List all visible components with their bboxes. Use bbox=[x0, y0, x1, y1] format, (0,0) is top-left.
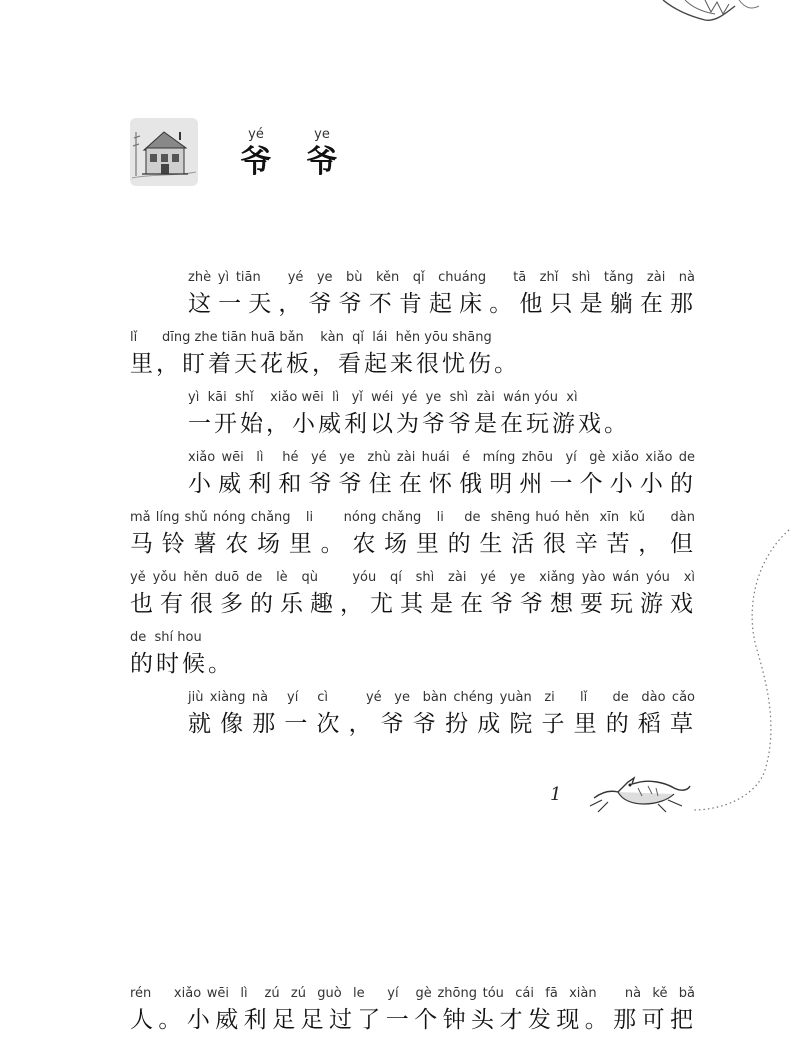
title-char-hanzi: 爷 bbox=[306, 144, 338, 180]
hanzi-row: 的时候。 bbox=[130, 651, 234, 677]
pinyin-row: zhè yì tiān yé ye bù kěn qǐ chuáng tā zhǐ shì tǎng zài nà bbox=[188, 270, 695, 285]
hanzi-row: 也有很多的乐趣，尤其是在爷爷想要玩游戏 bbox=[130, 591, 695, 617]
text-line bbox=[130, 390, 695, 450]
hanzi-row: 小威利和爷爷住在怀俄明州一个小小的 bbox=[188, 471, 695, 497]
hanzi-row: 人。小威利足足过了一个钟头才发现。那可把 bbox=[130, 1007, 695, 1033]
pinyin-row: lǐ dīng zhe tiān huā bǎn kàn qǐ lái hěn yōu shāng bbox=[130, 330, 492, 345]
pinyin-row: rén xiǎo wēi lì zú zú guò le yí gè zhōng tóu cái fā xiàn nà kě bǎ bbox=[130, 986, 695, 1001]
title-char bbox=[226, 128, 286, 182]
pinyin-row: yì kāi shǐ xiǎo wēi lì yǐ wéi yé ye shì zài wán yóu xì bbox=[188, 390, 578, 405]
pinyin-row: mǎ líng shǔ nóng chǎng li nóng chǎng li de shēng huó hěn xīn kǔ dàn bbox=[130, 510, 695, 525]
running-dog-sketch-icon bbox=[588, 770, 692, 814]
text-line bbox=[130, 330, 695, 390]
pinyin-row: yě yǒu hěn duō de lè qù yóu qí shì zài yé ye xiǎng yào wán yóu xì bbox=[130, 570, 695, 585]
chapter-title bbox=[0, 128, 790, 188]
pinyin-row: jiù xiàng nà yí cì yé ye bàn chéng yuàn zi lǐ de dào cǎo bbox=[188, 690, 695, 705]
hanzi-row: 这一天，爷爷不肯起床。他只是躺在那 bbox=[188, 291, 695, 317]
hanzi-row: 就像那一次，爷爷扮成院子里的稻草 bbox=[188, 711, 695, 737]
page-number: 1 bbox=[550, 784, 562, 805]
title-char bbox=[292, 128, 352, 182]
pinyin-row: xiǎo wēi lì hé yé ye zhù zài huái é míng zhōu yí gè xiǎo xiǎo de bbox=[188, 450, 695, 465]
text-line bbox=[130, 690, 695, 750]
text-line bbox=[130, 450, 695, 510]
title-char-pinyin: yé bbox=[248, 127, 264, 142]
hanzi-row: 马铃薯农场里。农场里的生活很辛苦，但 bbox=[130, 531, 695, 557]
pinyin-row: de shí hou bbox=[130, 630, 202, 645]
text-line bbox=[130, 986, 695, 1046]
text-line bbox=[130, 570, 695, 630]
text-line bbox=[130, 270, 695, 330]
title-char-hanzi: 爷 bbox=[240, 144, 272, 180]
dotted-trail-icon bbox=[685, 520, 790, 820]
hanzi-row: 里，盯着天花板，看起来很忧伤。 bbox=[130, 351, 520, 377]
text-line bbox=[130, 630, 695, 690]
text-line bbox=[130, 510, 695, 570]
corner-sketch-icon bbox=[655, 0, 765, 28]
title-char-pinyin: ye bbox=[314, 127, 330, 142]
hanzi-row: 一开始，小威利以为爷爷是在玩游戏。 bbox=[188, 411, 630, 437]
